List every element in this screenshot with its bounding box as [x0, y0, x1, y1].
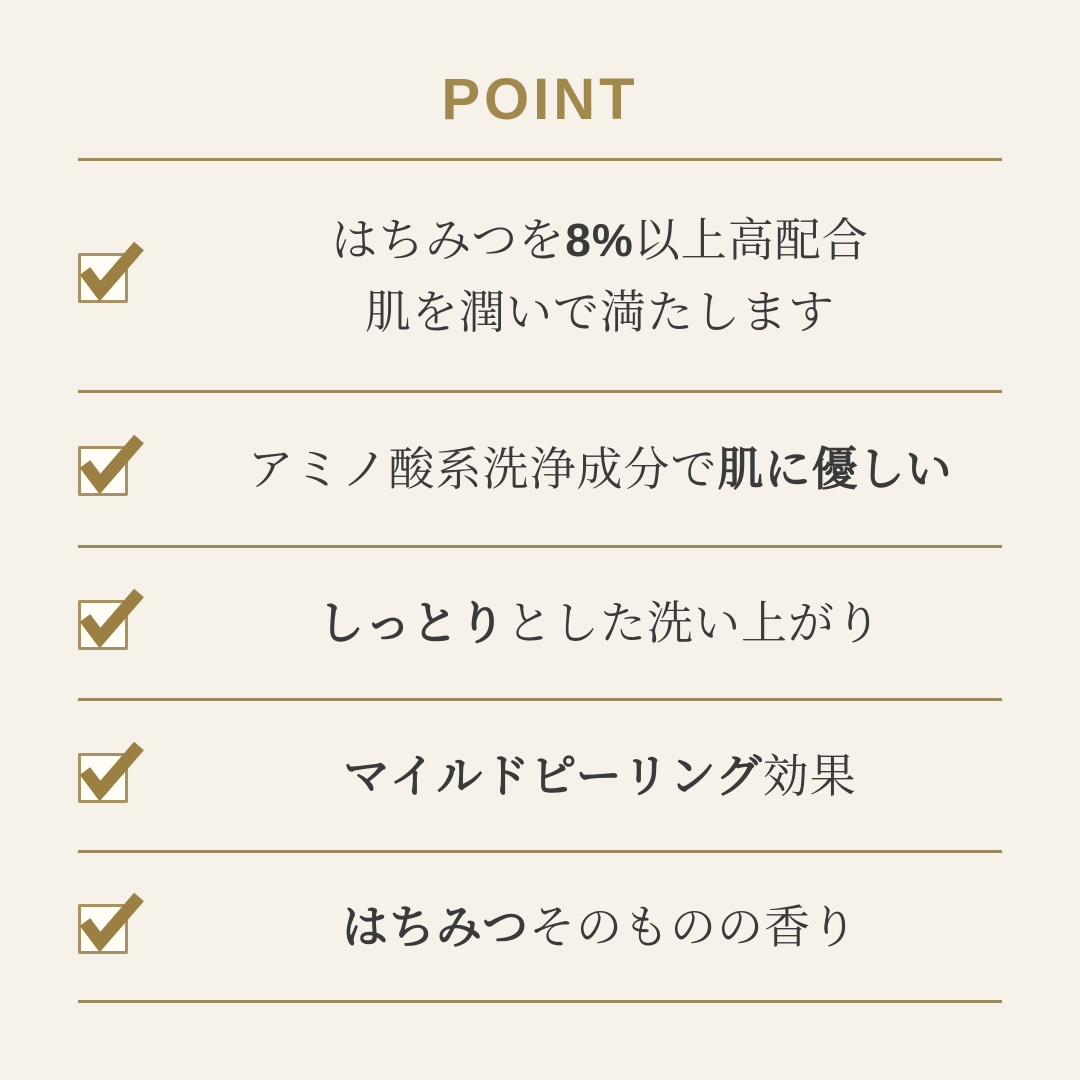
- checked-checkbox-icon: [78, 600, 128, 650]
- text-segment-bold: 8%: [565, 213, 634, 266]
- text-segment: そのものの香り: [529, 900, 859, 953]
- checked-checkbox-icon: [78, 253, 128, 303]
- text-segment-bold: マイルドピーリング: [343, 749, 763, 802]
- point-item-5: [78, 850, 1002, 1000]
- point-text: [331, 204, 869, 348]
- text-segment: とした洗い上がり: [506, 597, 882, 649]
- text-segment: アミノ酸系洗浄成分で: [247, 443, 718, 495]
- text-segment: 効果: [762, 749, 857, 802]
- point-item-4: [78, 698, 1002, 850]
- point-line: [342, 891, 858, 963]
- text-segment-bold: はちみつ: [341, 900, 530, 953]
- point-item-2: [78, 390, 1002, 545]
- text-segment: 肌を潤いで満たします: [364, 285, 835, 338]
- text-segment: はちみつを: [331, 213, 566, 266]
- point-text: [343, 740, 856, 812]
- checkmark-icon: [78, 600, 128, 650]
- checked-checkbox-icon: [78, 446, 128, 496]
- checkmark-icon: [78, 753, 128, 803]
- page-title: POINT: [441, 66, 639, 132]
- checkmark-icon: [78, 446, 128, 496]
- point-line: [331, 276, 869, 348]
- checkmark-icon: [78, 253, 128, 303]
- point-item-3: [78, 545, 1002, 698]
- point-line: [318, 587, 882, 659]
- point-item-1: [78, 158, 1002, 390]
- checked-checkbox-icon: [78, 904, 128, 954]
- point-text: [318, 587, 882, 659]
- point-text: [342, 891, 858, 963]
- text-segment: 以上高配合: [633, 213, 869, 266]
- text-segment-bold: しっとり: [318, 597, 506, 649]
- header: [0, 0, 1080, 158]
- point-line: [343, 740, 856, 812]
- point-line: [331, 204, 869, 276]
- checked-checkbox-icon: [78, 753, 128, 803]
- point-text: [248, 433, 953, 505]
- bottom-divider: [78, 1000, 1002, 1080]
- point-line: [248, 433, 953, 505]
- text-segment-bold: 肌に優しい: [717, 443, 953, 495]
- checkmark-icon: [78, 904, 128, 954]
